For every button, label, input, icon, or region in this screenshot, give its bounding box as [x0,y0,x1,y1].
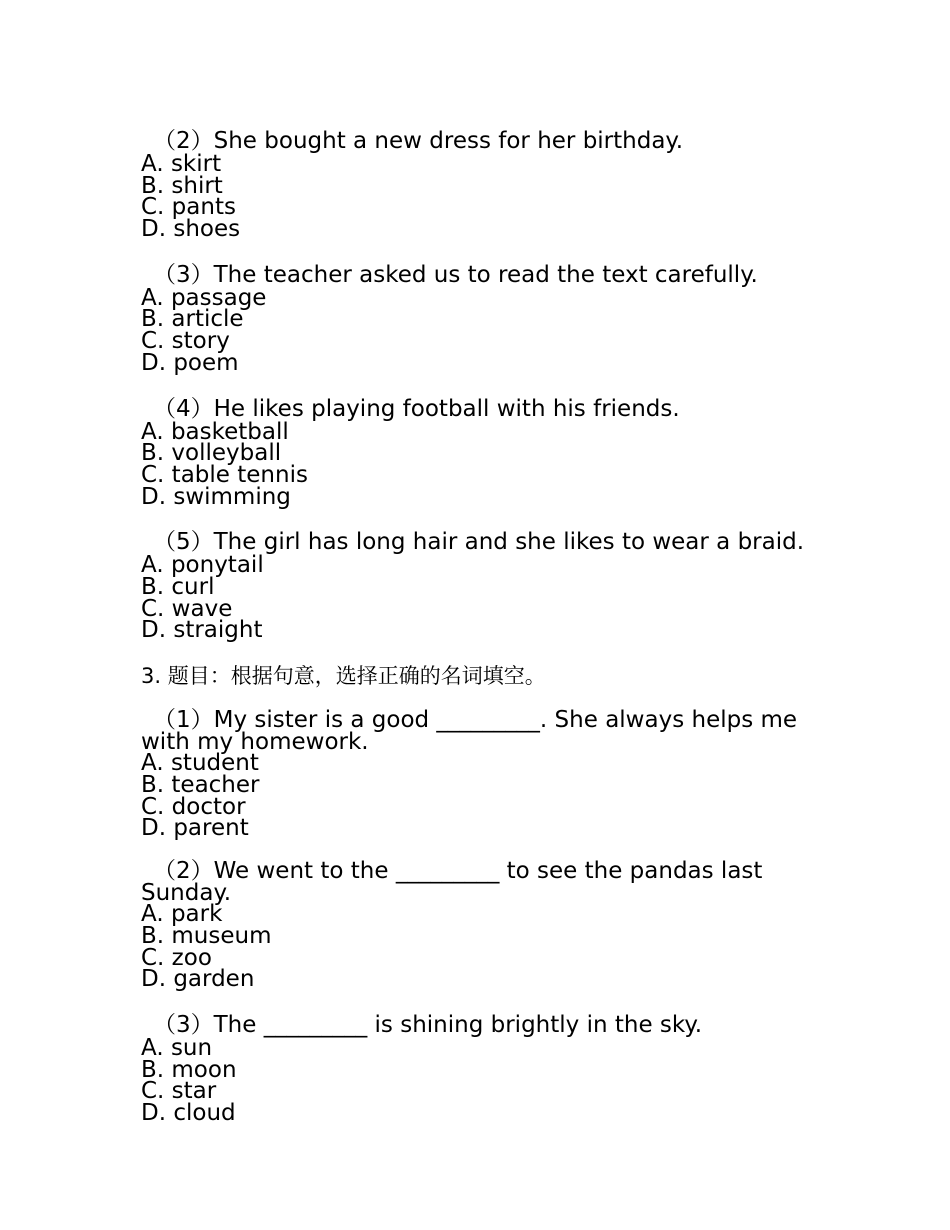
question-2-5 [141,529,831,642]
question-3-2 [141,857,831,993]
option-a: A. student [141,750,259,777]
option-b: B. shirt [141,172,223,199]
question-stem: （2）We went to the _________ to see the pandas last Sunday. [141,857,763,906]
option-list [141,1034,831,1126]
option-d: D. garden [141,966,255,993]
option-c: C. table tennis [141,461,308,488]
option-a: A. sun [141,1034,213,1061]
option-c: C. story [141,328,230,355]
option-d: D. straight [141,617,263,644]
option-c: C. zoo [141,944,212,971]
question-stem: （3）The teacher asked us to read the text carefully. [153,261,758,288]
option-list [141,151,831,243]
question-2-4 [141,396,831,509]
question-stem: （5）The girl has long hair and she likes to wear a braid. [153,529,805,556]
question-stem: （4）He likes playing football with his friends. [153,395,680,422]
option-list [141,284,831,376]
option-list [141,418,831,510]
option-d: D. shoes [141,216,241,243]
worksheet-page [141,128,831,1125]
option-b: B. museum [141,922,272,949]
option-d: D. parent [141,815,249,842]
option-a: A. basketball [141,418,289,445]
option-b: B. curl [141,573,215,600]
option-c: C. doctor [141,793,246,820]
option-b: B. volleyball [141,440,282,467]
option-list [141,750,831,842]
option-a: A. park [141,901,223,928]
question-3-3 [141,1012,831,1125]
option-c: C. pants [141,194,236,221]
option-b: B. teacher [141,771,260,798]
option-c: C. wave [141,595,233,622]
option-d: D. swimming [141,483,291,510]
option-list [141,901,831,993]
option-a: A. skirt [141,151,222,177]
option-d: D. poem [141,349,239,376]
option-a: A. passage [141,284,267,311]
option-list [141,552,831,644]
question-2-3 [141,262,831,375]
option-a: A. ponytail [141,552,264,579]
question-stem: （1）My sister is a good _________. She always helps me with my homework. [141,707,798,755]
option-b: B. article [141,306,244,333]
question-3-1 [141,707,831,842]
option-b: B. moon [141,1056,237,1083]
section-title: 3. 题目：根据句意，选择正确的名词填空。 [141,664,546,688]
question-stem: （3）The _________ is shining brightly in the sky. [153,1011,703,1038]
option-d: D. cloud [141,1099,236,1126]
question-stem: （2）She bought a new dress for her birthday. [153,128,684,154]
option-c: C. star [141,1078,217,1105]
question-2-2 [141,128,831,241]
